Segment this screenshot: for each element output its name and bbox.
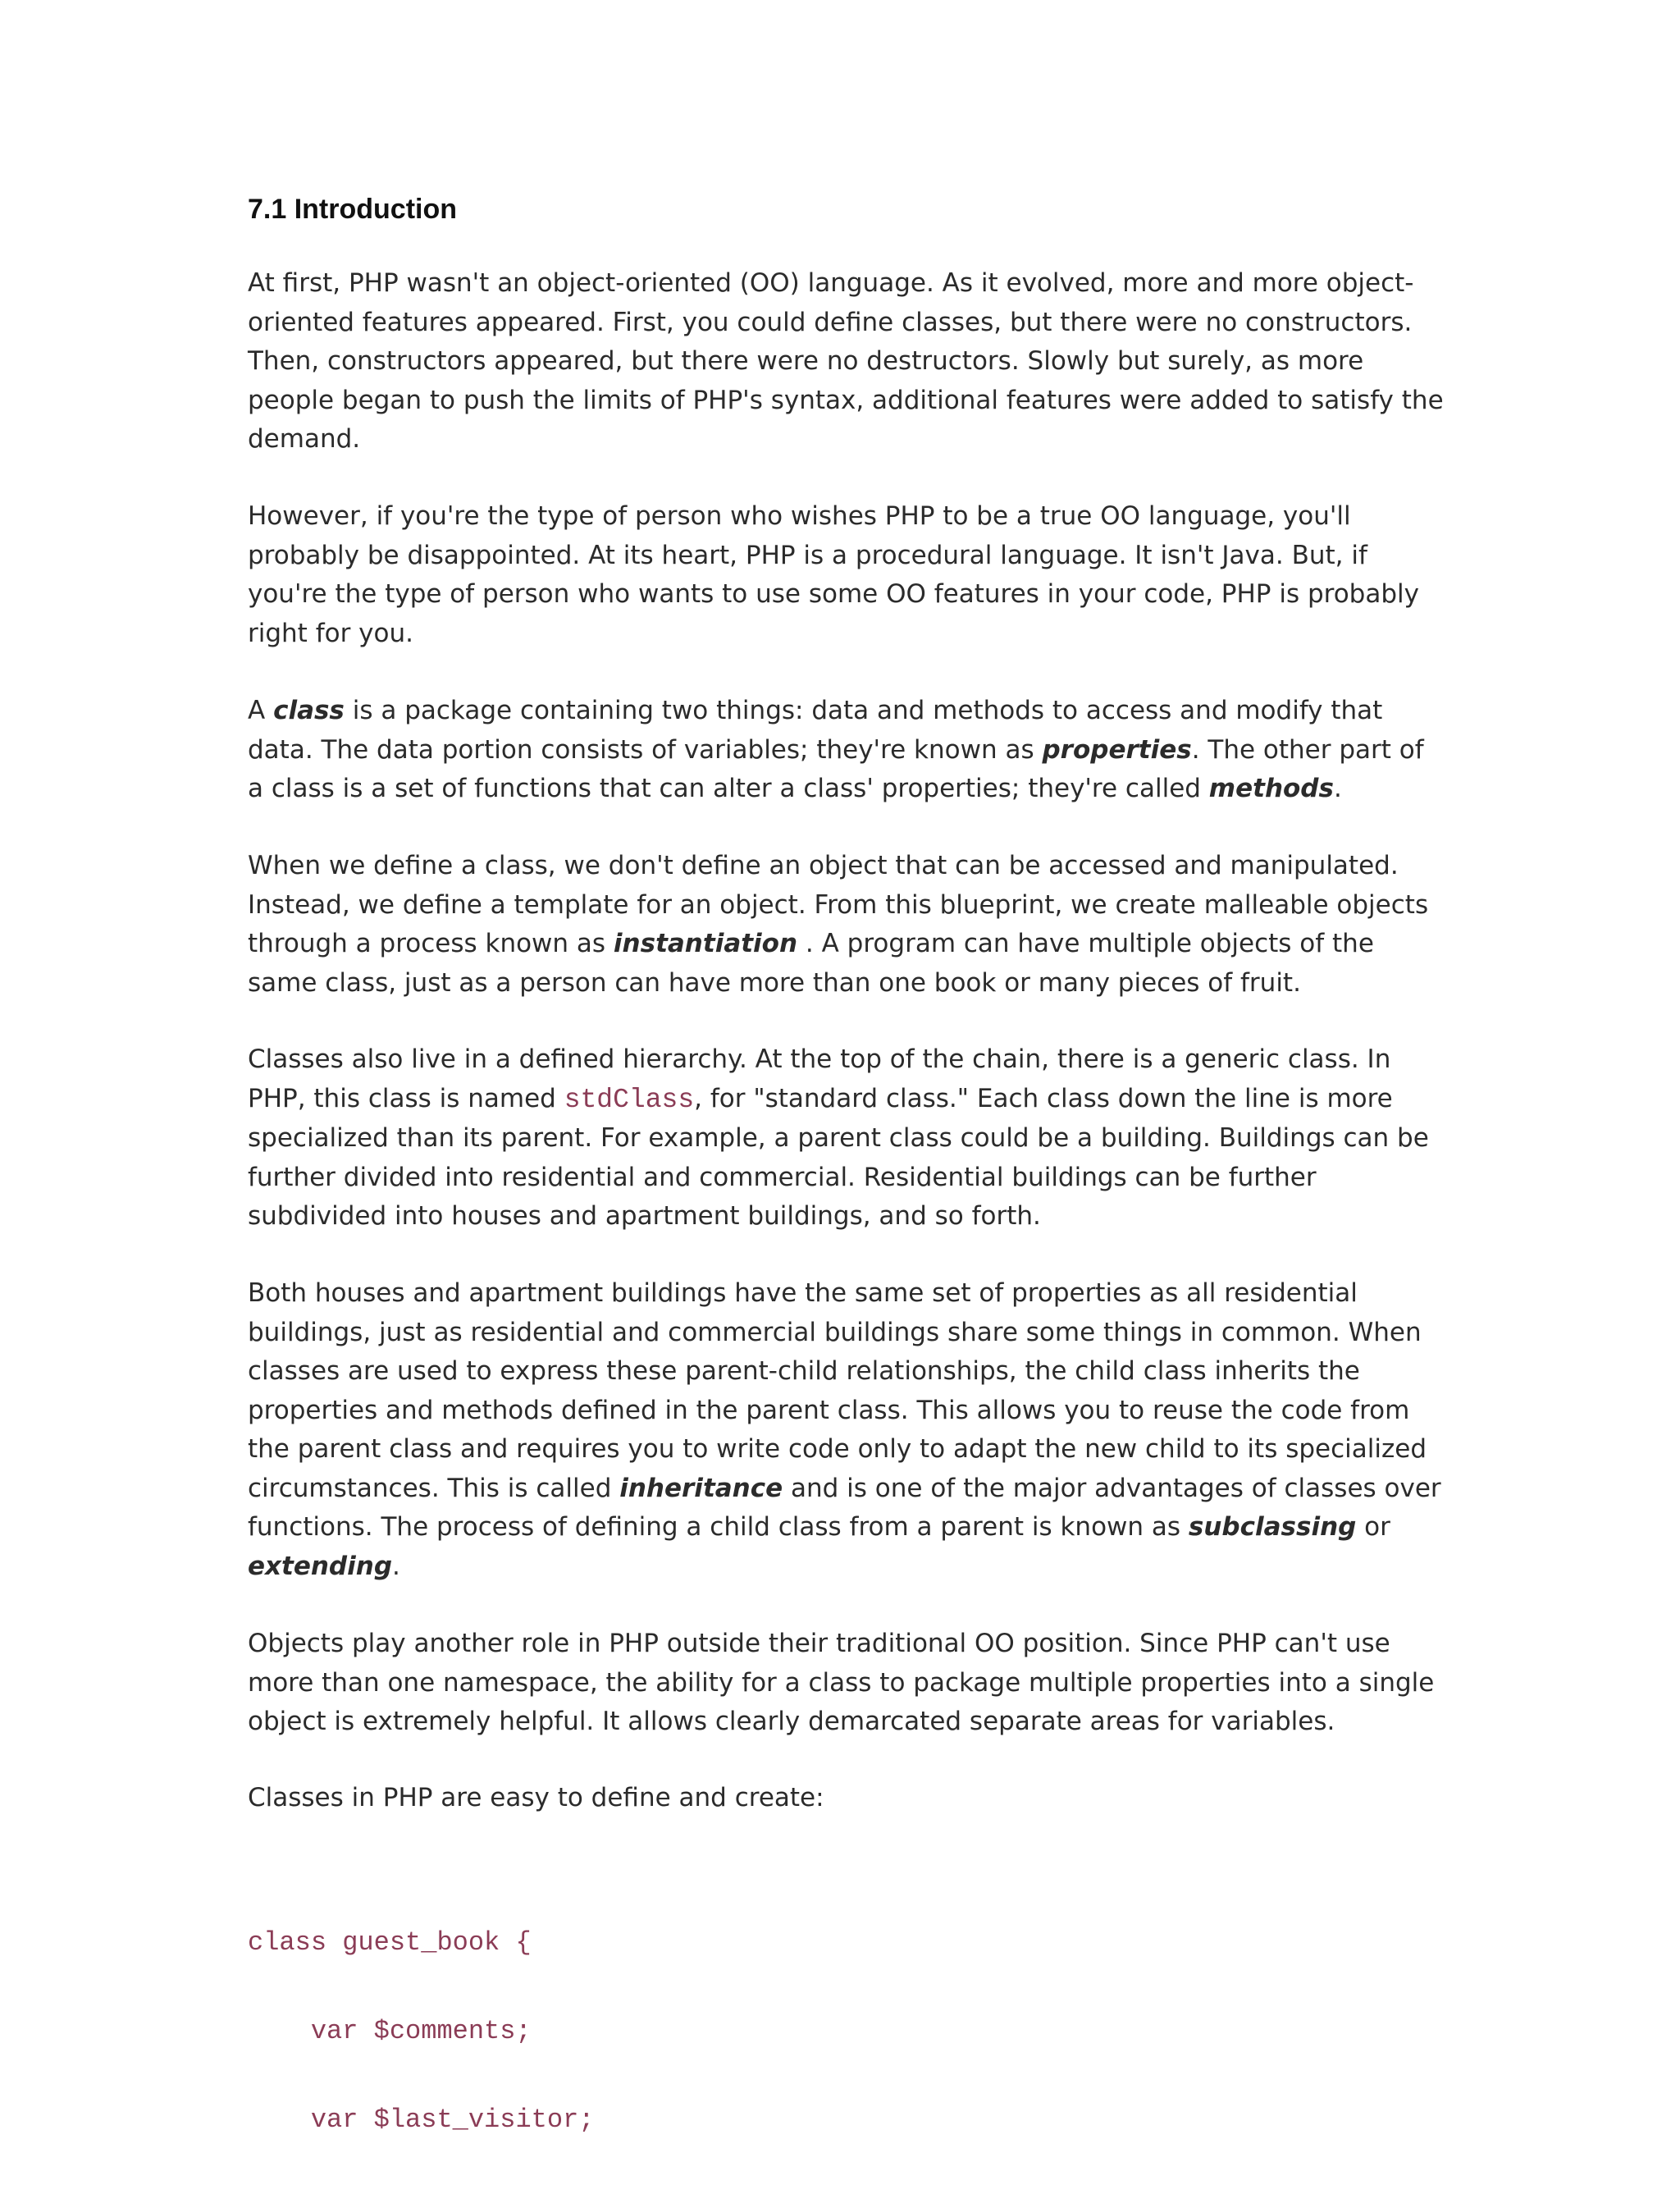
text-run: At first, PHP wasn't an object-oriented (OO) language. As it evolved, more and more object-oriented features appeared. First, you could define classes, but there were no constructors. Then, constructors appeared, but there were no destructors. Slowly but surely, as more people began to push the limits of PHP's syntax, additional features were added to satisfy the demand. [248, 268, 1444, 454]
key-term: subclassing [1188, 1512, 1357, 1542]
key-term: inheritance [619, 1473, 783, 1503]
text-run: When we define a class, we don't define an object that can be accessed and manipulated. Instead, we define a template for an object. From this blueprint, we create malleable objects through a process known as [248, 851, 1429, 958]
text-run: . The other part of a class is a set of functions that can alter a class' properties; they're called [248, 734, 1424, 803]
text-run: Classes also live in a defined hierarchy. At the top of the chain, there is a generic class. In PHP, this class is named [248, 1044, 1391, 1113]
paragraph-inheritance [248, 1274, 1445, 1586]
paragraph-define-classes [248, 1779, 1445, 1818]
key-term: class [273, 696, 345, 725]
paragraph-class-definition [248, 692, 1445, 809]
paragraph-oo-language [248, 497, 1445, 653]
key-term: instantiation [613, 929, 798, 958]
text-run: and is one of the major advantages of classes over functions. The process of defining a child class from a parent is known as [248, 1473, 1441, 1542]
text-run: Objects play another role in PHP outside their traditional OO position. Since PHP can't use more than one namespace, the ability for a class to package multiple properties into a single object is extremely helpful. It allows clearly demarcated separate areas for variables. [248, 1629, 1435, 1736]
paragraph-namespace [248, 1625, 1445, 1742]
text-run: However, if you're the type of person who wishes PHP to be a true OO language, you'll probably be disappointed. At its heart, PHP is a procedural language. It isn't Java. But, if you're the type of person who wants to use some OO features in your code, PHP is probably right for you. [248, 501, 1419, 648]
text-run: . [1333, 774, 1342, 803]
key-term: properties [1042, 734, 1192, 765]
code-line: var $comments; [248, 2016, 532, 2046]
text-run: Both houses and apartment buildings have the same set of properties as all residential buildings, just as residential and commercial buildings share some things in common. When classes are used to express these parent-child relationships, the child class inherits the properties and methods defined in the parent class. This allows you to reuse the code from the parent class and requires you to write code only to adapt the new child to its specialized circumstances. This is called [248, 1278, 1427, 1503]
paragraph-intro [248, 264, 1445, 459]
code-line: var $last_visitor; [248, 2105, 595, 2135]
text-run: , for "standard class." Each class down the line is more specialized than its parent. For example, a parent class could be a building. Buildings can be further divided into residential and commercial. Residential buildings can be further subdivided into houses and apartment buildings, and so forth. [248, 1083, 1429, 1231]
text-run: or [1356, 1512, 1390, 1542]
text-run: is a package containing two things: data and methods to access and modify that data. The data portion consists of variables; they're known as [248, 696, 1383, 765]
paragraph-hierarchy [248, 1040, 1445, 1236]
text-run: . A program can have multiple objects of the same class, just as a person can have more than one book or many pieces of fruit. [248, 929, 1374, 998]
code-line: class guest_book { [248, 1927, 532, 1958]
key-term: methods [1208, 774, 1334, 803]
text-run: Classes in PHP are easy to define and create: [248, 1783, 824, 1812]
paragraph-instantiation [248, 847, 1445, 1003]
code-example [248, 1869, 594, 2194]
text-run: A [248, 696, 274, 725]
key-term: extending [248, 1551, 393, 1581]
inline-code: stdClass [564, 1084, 695, 1115]
text-run: . [392, 1551, 400, 1581]
section-heading: 7.1 Introduction [248, 194, 457, 225]
